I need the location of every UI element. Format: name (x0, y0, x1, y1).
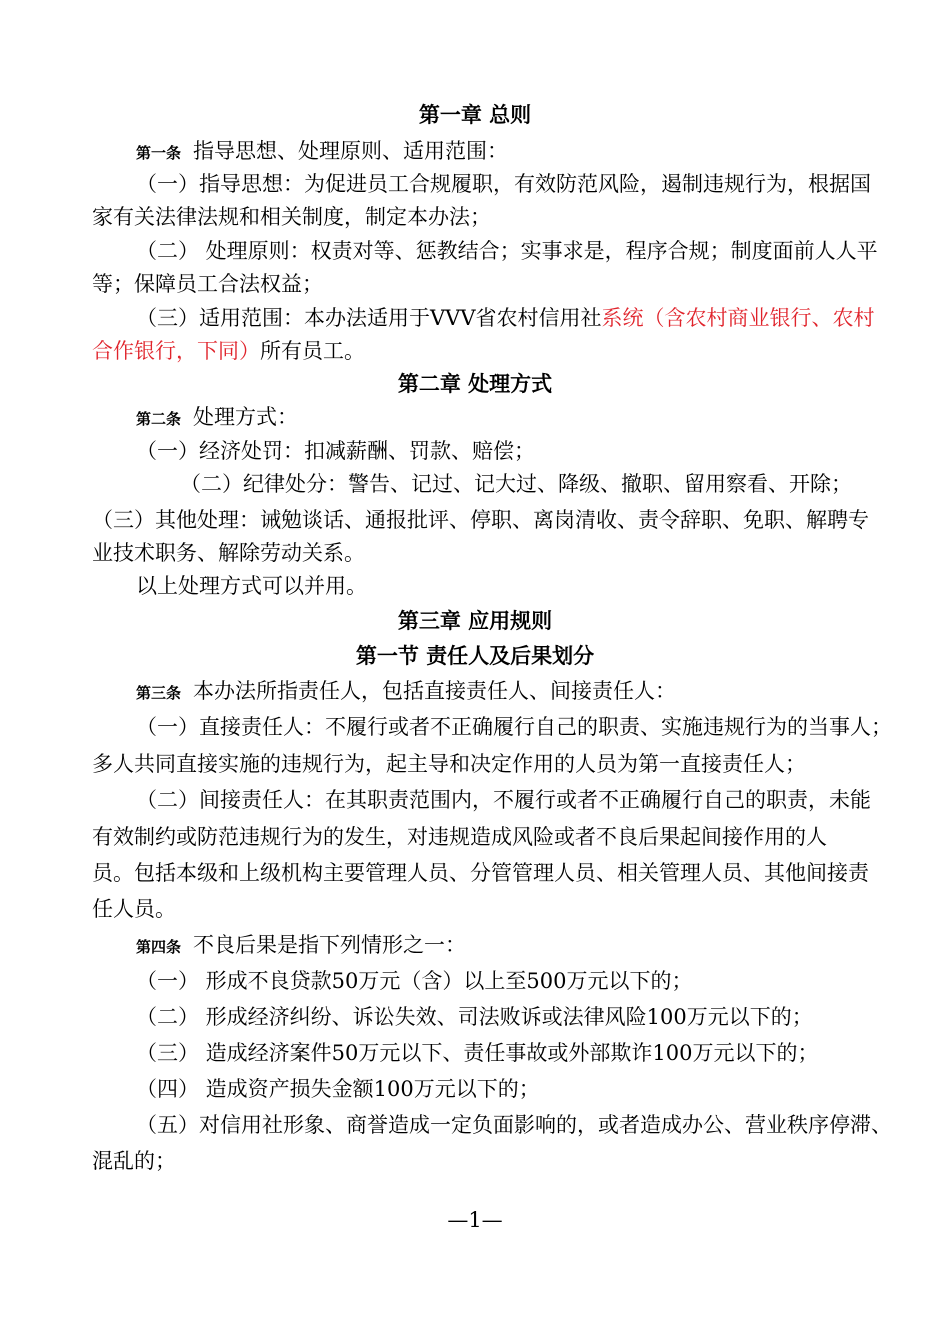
article-1-text: 指导思想、处理原则、适用范围： (193, 139, 509, 163)
article-1-p3-text-cont: 所有员工。 (260, 339, 365, 363)
article-4-item2: （二） 形成经济纠纷、诉讼失效、司法败诉或法律风险100万元以下的； (136, 1005, 813, 1029)
article-2-label: 第二条 (136, 410, 182, 428)
article-4-item3: （三） 造成经济案件50万元以下、责任事故或外部欺诈100万元以下的； (136, 1041, 819, 1065)
article-4-item1: （一） 形成不良贷款50万元（含）以上至500万元以下的； (136, 969, 693, 993)
article-2-item2: （二）纪律处分：警告、记过、记大过、降级、撤职、留用察看、开除； (180, 472, 852, 496)
article-2-note: 以上处理方式可以并用。 (136, 574, 367, 598)
article-1-p3-highlight: 系统（含农村商业银行、农村 (601, 306, 875, 330)
article-1-p2-line1: （二） 处理原则：权责对等、惩教结合；实事求是，程序合规；制度面前人人平 (136, 239, 878, 263)
article-4-item4: （四） 造成资产损失金额100万元以下的； (136, 1077, 540, 1101)
article-3-text: 本办法所指责任人，包括直接责任人、间接责任人： (193, 679, 677, 703)
article-4-label: 第四条 (136, 938, 182, 956)
chapter-1-title: 第一章 总则 (418, 103, 532, 127)
article-3-label: 第三条 (136, 684, 182, 702)
article-2-item3-line1: （三）其他处理：诫勉谈话、通报批评、停职、离岗清收、责令辞职、免职、解聘专 (92, 508, 869, 532)
article-2-text: 处理方式： (193, 405, 299, 429)
article-3-p1-line1: （一）直接责任人：不履行或者不正确履行自己的职责、实施违规行为的当事人； (136, 715, 892, 739)
article-3-p2-line3: 员。包括本级和上级机构主要管理人员、分管管理人员、相关管理人员、其他间接责 (92, 861, 869, 885)
article-2-item1: （一）经济处罚：扣减薪酬、罚款、赔偿； (136, 439, 535, 463)
page-number: —1— (447, 1208, 503, 1232)
article-1-p2-line2: 等；保障员工合法权益； (92, 272, 323, 296)
article-4-item5-line1: （五）对信用社形象、商誉造成一定负面影响的，或者造成办公、营业秩序停滞、 (136, 1113, 892, 1137)
chapter-2-title: 第二章 处理方式 (397, 372, 553, 396)
article-1-label: 第一条 (136, 144, 182, 162)
article-3-p1-line2: 多人共同直接实施的违规行为，起主导和决定作用的人员为第一直接责任人； (92, 752, 806, 776)
article-2-heading (136, 399, 936, 437)
article-1-p3-highlight-cont: 合作银行，下同） (92, 339, 260, 363)
article-3-p2-line1: （二）间接责任人：在其职责范围内，不履行或者不正确履行自己的职责，未能 (136, 788, 871, 812)
article-3-heading (136, 673, 936, 711)
article-1-p3-line2 (92, 333, 892, 369)
article-1-p3-text: （三）适用范围：本办法适用于VVV省农村信用社 (136, 306, 602, 330)
article-3-p2-line4: 任人员。 (92, 897, 176, 921)
article-4-text: 不良后果是指下列情形之一： (193, 933, 467, 957)
article-1-p1-line2: 家有关法律法规和相关制度，制定本办法； (92, 205, 491, 229)
article-2-item3-line2: 业技术职务、解除劳动关系。 (92, 541, 365, 565)
article-1-p1-line1: （一）指导思想：为促进员工合规履职，有效防范风险，遏制违规行为，根据国 (136, 172, 871, 196)
article-4-heading (136, 927, 936, 965)
section-1-title: 第一节 责任人及后果划分 (355, 644, 595, 668)
article-1-p3-line1 (136, 300, 936, 336)
article-3-p2-line2: 有效制约或防范违规行为的发生，对违规造成风险或者不良后果起间接作用的人 (92, 825, 827, 849)
chapter-3-title: 第三章 应用规则 (397, 609, 553, 633)
article-4-item5-line2: 混乱的； (92, 1149, 176, 1173)
